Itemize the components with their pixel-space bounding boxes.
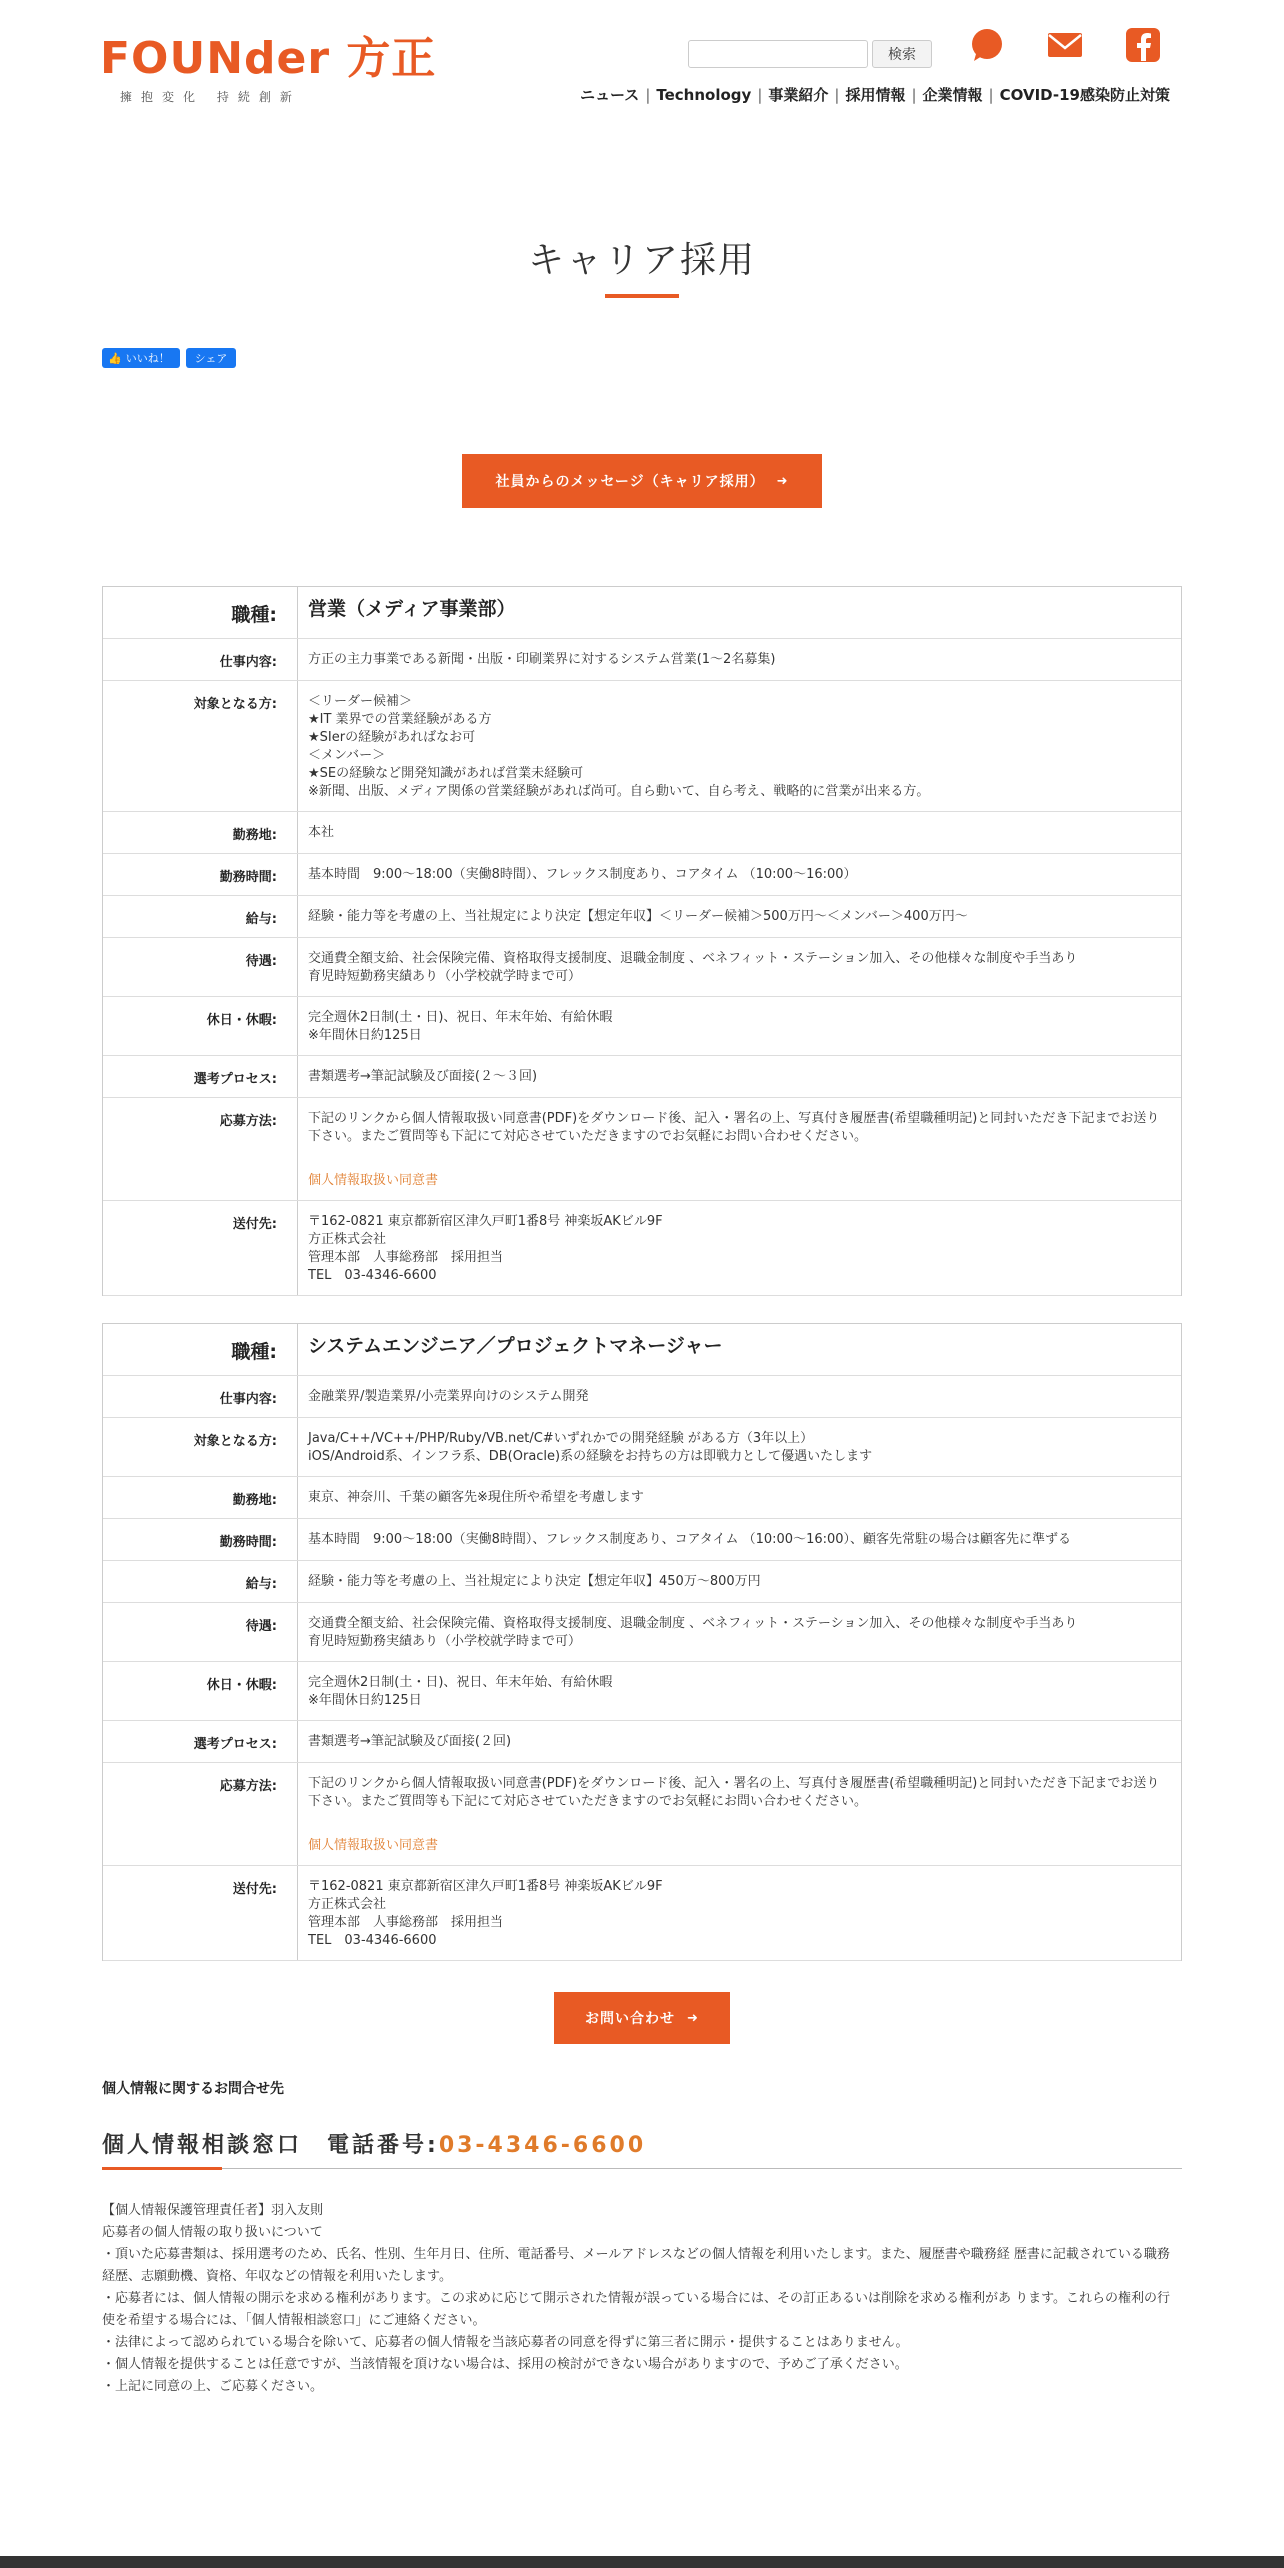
job-row-value	[298, 896, 1181, 937]
job-row-value	[298, 1376, 1181, 1417]
job-row-value	[298, 854, 1181, 895]
job-row-value	[298, 1098, 1181, 1200]
job-row-value	[298, 1866, 1181, 1960]
job-row-label: 送付先:	[103, 1201, 298, 1295]
job-row-label: 職種:	[103, 1324, 298, 1375]
job-row-text: 〒162-0821 東京都新宿区津久戸町1番8号 神楽坂AKビル9F 方正株式会社 管理本部 人事総務部 採用担当 TEL 03-4346-6600	[308, 1879, 663, 1948]
job-row-value	[298, 1201, 1181, 1295]
nav-separator: |	[911, 85, 917, 104]
job-row	[103, 938, 1181, 997]
job-row	[103, 1098, 1181, 1201]
job-row-text: 経験・能力等を考慮の上、当社規定により決定【想定年収】＜リーダー候補＞500万円～＜メンバー＞400万円～	[308, 909, 968, 924]
chat-icon[interactable]	[968, 27, 1006, 63]
job-row-value	[298, 1603, 1181, 1661]
job-row-text: 交通費全額支給、社会保険完備、資格取得支援制度、退職金制度 、ベネフィット・ステーション加入、その他様々な制度や手当あり 育児時短勤務実績あり（小学校就学時まで可）	[308, 1616, 1078, 1649]
job-row	[103, 1763, 1181, 1866]
job-row-label: 仕事内容:	[103, 1376, 298, 1417]
job-row-text: ＜リーダー候補＞ ★IT 業界での営業経験がある方 ★SIerの経験があればなお可 ＜メンバー＞ ★SEの経験など開発知識があれば営業未経験可 ※新聞、出版、メディア関係の営業経験があれば尚可。自ら動いて、自ら考え、戦略的に営業が出来る方。	[308, 694, 930, 799]
job-row-text: 本社	[308, 825, 335, 840]
job-row-value	[298, 1418, 1181, 1476]
job-row	[103, 681, 1181, 812]
job-row-label: 勤務地:	[103, 1477, 298, 1518]
logo-text: FOUNder 方正	[100, 33, 437, 84]
job-row	[103, 1201, 1181, 1296]
mail-icon[interactable]	[1046, 27, 1084, 63]
job-row-value	[298, 1721, 1181, 1762]
job-row	[103, 1477, 1181, 1519]
job-row-text: 金融業界/製造業界/小売業界向けのシステム開発	[308, 1389, 589, 1404]
search-button[interactable]: 検索	[872, 40, 932, 68]
job-row	[103, 854, 1181, 896]
job-row-text: 書類選考→筆記試験及び面接(２～３回)	[308, 1069, 538, 1084]
consent-form-link[interactable]: 個人情報取扱い同意書	[308, 1173, 439, 1188]
privacy-line: 【個人情報保護管理責任者】羽入友則	[102, 2203, 324, 2218]
job-row-value	[298, 938, 1181, 996]
privacy-divider-accent	[102, 2167, 222, 2170]
nav-company[interactable]: 企業情報	[922, 86, 983, 104]
job-row-label: 休日・休暇:	[103, 997, 298, 1055]
job-row-value	[298, 681, 1181, 811]
job-row-value	[298, 587, 1181, 638]
nav-business[interactable]: 事業紹介	[768, 86, 829, 104]
footer-bar	[0, 2556, 1284, 2568]
search-input[interactable]	[688, 40, 868, 68]
job-row-text: 下記のリンクから個人情報取扱い同意書(PDF)をダウンロード後、記入・署名の上、写真付き履歴書(希望職種明記)と同封いただき下記までお送り下さい。またご質問等も下記にて対応させていただきますのでお気軽にお問い合わせください。	[308, 1111, 1160, 1144]
like-label: いいね！	[125, 352, 170, 365]
title-underline	[605, 294, 679, 298]
job-row-label: 仕事内容:	[103, 639, 298, 680]
job-row-label: 勤務時間:	[103, 1519, 298, 1560]
page-title: キャリア採用	[527, 240, 756, 281]
job-row-value	[298, 639, 1181, 680]
job-row	[103, 896, 1181, 938]
job-row-value	[298, 1056, 1181, 1097]
job-row-label: 給与:	[103, 1561, 298, 1602]
site-header	[0, 0, 1284, 130]
privacy-heading: 個人情報に関するお問合せ先	[102, 2081, 284, 2097]
founder-logo[interactable]	[100, 33, 437, 104]
privacy-divider	[102, 2168, 1182, 2169]
facebook-icon[interactable]	[1124, 27, 1162, 63]
employee-message-button[interactable]	[462, 454, 822, 508]
arrow-right-icon: ➜	[776, 473, 789, 489]
job-row-label: 対象となる方:	[103, 681, 298, 811]
job-table-sales	[102, 586, 1182, 1296]
job-row-label: 待遇:	[103, 938, 298, 996]
job-row-text: 基本時間 9:00～18:00（実働8時間）、フレックス制度あり、コアタイム （10:00～16:00）	[308, 867, 857, 882]
privacy-title-text: 個人情報相談窓口 電話番号:	[102, 2133, 439, 2158]
privacy-phone: 03-4346-6600	[438, 2133, 647, 2158]
job-row-label: 休日・休暇:	[103, 1662, 298, 1720]
share-label: シェア	[194, 352, 228, 365]
job-row	[103, 587, 1181, 639]
privacy-line: 応募者の個人情報の取り扱いについて	[102, 2225, 323, 2240]
job-row-value	[298, 812, 1181, 853]
job-row-text: 〒162-0821 東京都新宿区津久戸町1番8号 神楽坂AKビル9F 方正株式会社 管理本部 人事総務部 採用担当 TEL 03-4346-6600	[308, 1214, 663, 1283]
main-nav	[580, 84, 1170, 105]
job-row-label: 対象となる方:	[103, 1418, 298, 1476]
nav-separator: |	[988, 85, 994, 104]
privacy-line: ・法律によって認められている場合を除いて、応募者の個人情報を当該応募者の同意を得ずに第三者に開示・提供することはありません。	[102, 2335, 909, 2350]
job-row-text: 東京、神奈川、千葉の顧客先※現住所や希望を考慮します	[308, 1490, 644, 1505]
job-row-label: 職種:	[103, 587, 298, 638]
job-row-text: 書類選考→筆記試験及び面接(２回)	[308, 1734, 512, 1749]
job-row-label: 送付先:	[103, 1866, 298, 1960]
nav-technology[interactable]: Technology	[656, 85, 752, 104]
job-table-engineer	[102, 1323, 1182, 1961]
thumbs-up-icon: 👍	[108, 351, 122, 365]
job-row	[103, 1056, 1181, 1098]
job-row-value	[298, 1324, 1181, 1375]
privacy-line: ・上記に同意の上、ご応募ください。	[102, 2379, 324, 2394]
nav-covid[interactable]: COVID-19感染防止対策	[999, 86, 1170, 104]
privacy-line: ・頂いた応募書類は、採用選考のため、氏名、性別、生年月日、住所、電話番号、メールアドレスなどの個人情報を利用いたします。また、履歴書や職務経 歴書に記載されている職務経歴、志願動機、資格、年収などの情報を利用いたします。	[102, 2247, 1170, 2284]
job-row-label: 給与:	[103, 896, 298, 937]
job-row	[103, 1603, 1181, 1662]
privacy-body	[102, 2200, 1182, 2398]
employee-message-label: 社員からのメッセージ（キャリア採用）	[495, 474, 765, 490]
privacy-line: ・応募者には、個人情報の開示を求める権利があります。この求めに応じて開示された情報が誤っている場合には、その訂正あるいは削除を求める権利があ ります。これらの権利の行使を希望する場合には、「個人情報相談窓口」にご連絡ください。	[102, 2291, 1171, 2328]
job-row-text: 下記のリンクから個人情報取扱い同意書(PDF)をダウンロード後、記入・署名の上、写真付き履歴書(希望職種明記)と同封いただき下記までお送り下さい。またご質問等も下記にて対応させていただきますのでお気軽にお問い合わせください。	[308, 1776, 1160, 1809]
job-row	[103, 812, 1181, 854]
job-row-label: 待遇:	[103, 1603, 298, 1661]
job-row	[103, 997, 1181, 1056]
job-row-text: 方正の主力事業である新聞・出版・印刷業界に対するシステム営業(1～2名募集)	[308, 652, 776, 667]
job-row	[103, 1866, 1181, 1961]
contact-button[interactable]	[554, 1992, 730, 2044]
job-row-text: 経験・能力等を考慮の上、当社規定により決定【想定年収】450万～800万円	[308, 1574, 761, 1589]
job-row-value	[298, 1519, 1181, 1560]
job-row-text: 交通費全額支給、社会保険完備、資格取得支援制度、退職金制度 、ベネフィット・ステーション加入、その他様々な制度や手当あり 育児時短勤務実績あり（小学校就学時まで可）	[308, 951, 1078, 984]
job-row-text: 完全週休2日制(土・日)、祝日、年末年始、有給休暇 ※年間休日約125日	[308, 1010, 613, 1043]
job-row	[103, 1662, 1181, 1721]
job-row	[103, 1721, 1181, 1763]
nav-separator: |	[645, 85, 651, 104]
job-row-label: 応募方法:	[103, 1763, 298, 1865]
job-row	[103, 1418, 1181, 1477]
job-row-label: 勤務時間:	[103, 854, 298, 895]
job-row-value	[298, 997, 1181, 1055]
arrow-right-icon: ➜	[687, 2010, 699, 2026]
job-row-text: 基本時間 9:00～18:00（実働8時間）、フレックス制度あり、コアタイム （10:00～16:00）、顧客先常駐の場合は顧客先に準ずる	[308, 1532, 1072, 1547]
nav-separator: |	[834, 85, 840, 104]
job-row	[103, 1519, 1181, 1561]
job-row	[103, 1324, 1181, 1376]
job-row-label: 選考プロセス:	[103, 1721, 298, 1762]
job-row-label: 選考プロセス:	[103, 1056, 298, 1097]
job-row	[103, 1561, 1181, 1603]
nav-separator: |	[757, 85, 763, 104]
privacy-title	[102, 2128, 646, 2159]
nav-news[interactable]: ニュース	[580, 86, 640, 104]
facebook-share-button[interactable]	[186, 348, 236, 368]
logo-tagline: 擁抱変化 持続創新	[120, 90, 301, 104]
job-row-text: 営業（メディア事業部）	[308, 598, 516, 620]
facebook-like-button[interactable]	[102, 348, 180, 368]
job-row-value	[298, 1662, 1181, 1720]
job-row-text: システムエンジニア／プロジェクトマネージャー	[308, 1335, 723, 1357]
job-row-value	[298, 1763, 1181, 1865]
job-row	[103, 1376, 1181, 1418]
job-row-value	[298, 1561, 1181, 1602]
job-row-value	[298, 1477, 1181, 1518]
job-row-text: Java/C++/VC++/PHP/Ruby/VB.net/C#いずれかでの開発経験 がある方（3年以上） iOS/Android系、インフラ系、DB(Oracle)系の経験をお持ちの方は即戦力として優遇いたします	[308, 1431, 873, 1464]
consent-form-link[interactable]: 個人情報取扱い同意書	[308, 1838, 439, 1853]
job-row-label: 勤務地:	[103, 812, 298, 853]
privacy-line: ・個人情報を提供することは任意ですが、当該情報を頂けない場合は、採用の検討ができない場合がありますので、予めご了承ください。	[102, 2357, 908, 2372]
job-row-text: 完全週休2日制(土・日)、祝日、年末年始、有給休暇 ※年間休日約125日	[308, 1675, 613, 1708]
nav-recruit[interactable]: 採用情報	[845, 86, 906, 104]
job-row	[103, 639, 1181, 681]
contact-label: お問い合わせ	[585, 2011, 676, 2027]
job-row-label: 応募方法:	[103, 1098, 298, 1200]
